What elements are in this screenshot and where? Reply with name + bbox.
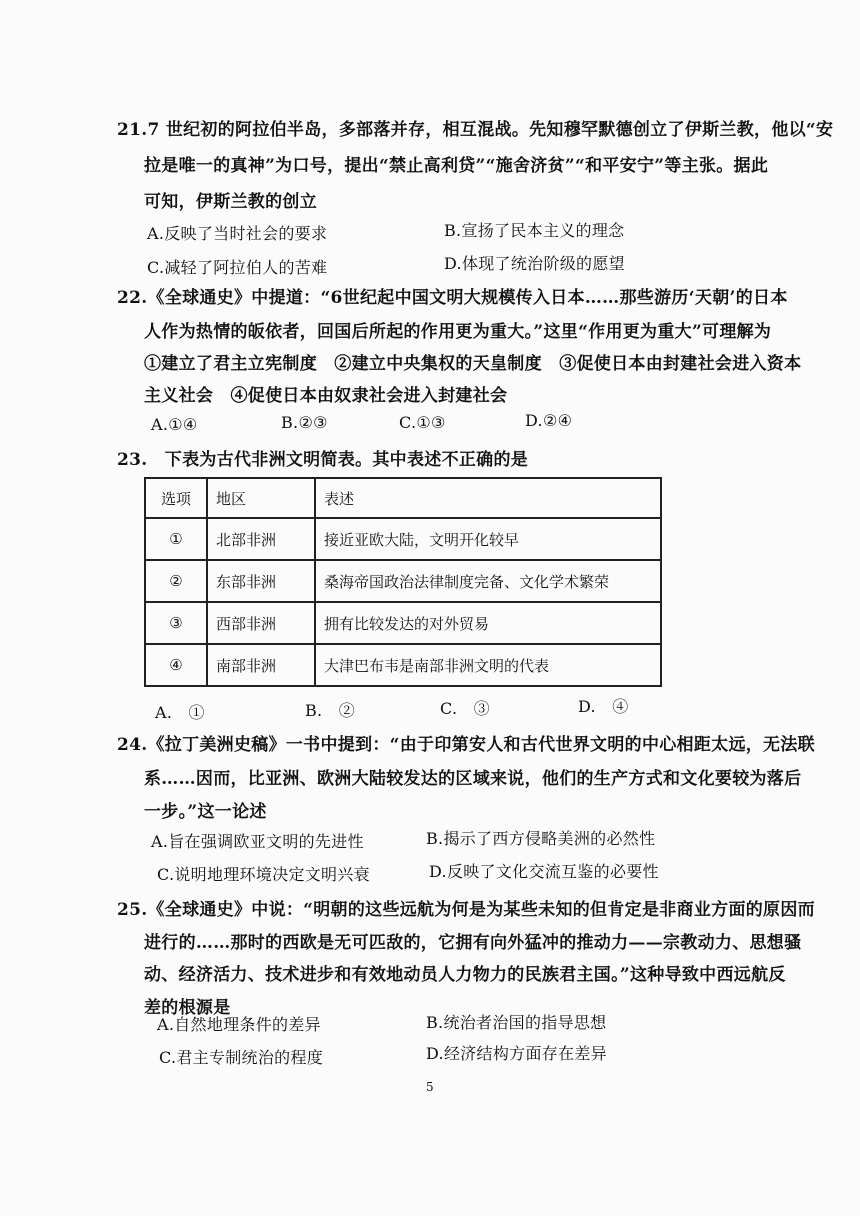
option-a: A. ① [155, 703, 205, 722]
option-a: A.反映了当时社会的要求 [147, 224, 328, 243]
option-a: A.自然地理条件的差异 [157, 1015, 321, 1034]
table-cell: 桑海帝国政治法律制度完备、文化学术繁荣 [315, 560, 661, 602]
table-header-cell: 地区 [207, 478, 315, 518]
question-text-line: 可知，伊斯兰教的创立 [144, 192, 317, 212]
table-header-cell: 选项 [145, 478, 207, 518]
question-text-line: 人作为热情的皈依者，回国后所起的作用更为重大。”这里“作用更为重大”可理解为 [144, 322, 772, 342]
page-number: 5 [426, 1080, 434, 1094]
option-a: A.①④ [151, 415, 198, 434]
question-text-line: 23. 下表为古代非洲文明简表。其中表述不正确的是 [117, 450, 529, 470]
question-text-line: 主义社会 ④促使日本由奴隶社会进入封建社会 [144, 386, 508, 406]
question-text-line: 一步。”这一论述 [144, 802, 267, 822]
table-header-cell: 表述 [315, 478, 661, 518]
table-row [145, 560, 661, 602]
table-cell: ① [145, 518, 207, 560]
question-text-line: 差的根源是 [144, 998, 231, 1018]
table-cell: ② [145, 560, 207, 602]
table-cell: 西部非洲 [207, 602, 315, 644]
question-text-line: 21.7 世纪初的阿拉伯半岛，多部落并存，相互混战。先知穆罕默德创立了伊斯兰教，他以“安 [117, 120, 834, 140]
question-text-line: 进行的……那时的西欧是无可匹敌的，它拥有向外猛冲的推动力——宗教动力、思想骚 [144, 933, 802, 953]
option-c: C.君主专制统治的程度 [159, 1048, 324, 1067]
option-c: C.减轻了阿拉伯人的苦难 [147, 258, 328, 277]
table-cell: ③ [145, 602, 207, 644]
option-b: B. ② [305, 701, 356, 720]
table-cell: ④ [145, 644, 207, 686]
table-cell: 拥有比较发达的对外贸易 [315, 602, 661, 644]
question-text-line: 动、经济活力、技术进步和有效地动员人力物力的民族君主国。”这种导致中西远航反 [144, 965, 786, 985]
table-cell: 北部非洲 [207, 518, 315, 560]
table-cell: 东部非洲 [207, 560, 315, 602]
option-b: B.②③ [281, 413, 328, 432]
option-c: C.①③ [399, 413, 446, 432]
option-b: B.宣扬了民本主义的理念 [444, 221, 625, 240]
option-c: C.说明地理环境决定文明兴衰 [157, 865, 370, 884]
table-header-row [145, 478, 661, 518]
option-d: D. ④ [578, 697, 629, 716]
option-d: D.反映了文化交流互鉴的必要性 [429, 862, 659, 881]
question-text-line: 25.《全球通史》中说：“明朝的这些远航为何是为某些未知的但肯定是非商业方面的原因而 [117, 900, 815, 920]
table-row [145, 644, 661, 686]
question-text-line: 24.《拉丁美洲史稿》一书中提到：“由于印第安人和古代世界文明的中心相距太远，无法联 [117, 735, 815, 755]
question-text-line: ①建立了君主立宪制度 ②建立中央集权的天皇制度 ③促使日本由封建社会进入资本 [144, 354, 802, 374]
option-c: C. ③ [440, 699, 490, 718]
question-text-line: 22.《全球通史》中提道：“6世纪起中国文明大规模传入日本……那些游历‘天朝’的日本 [117, 288, 788, 308]
question-text-line: 拉是唯一的真神”为口号，提出“禁止高利贷”“施舍济贫”“和平安宁”等主张。据此 [144, 156, 769, 176]
option-d: D.体现了统治阶级的愿望 [444, 254, 625, 273]
table-row [145, 518, 661, 560]
option-b: B.统治者治国的指导思想 [426, 1013, 607, 1032]
option-d: D.经济结构方面存在差异 [426, 1044, 607, 1063]
option-d: D.②④ [525, 411, 573, 430]
africa-civilization-table [144, 477, 662, 687]
question-text-line: 系……因而，比亚洲、欧洲大陆较发达的区域来说，他们的生产方式和文化要较为落后 [144, 769, 802, 789]
table-cell: 南部非洲 [207, 644, 315, 686]
table-row [145, 602, 661, 644]
option-a: A.旨在强调欧亚文明的先进性 [151, 832, 364, 851]
table-cell: 接近亚欧大陆，文明开化较早 [315, 518, 661, 560]
option-b: B.揭示了西方侵略美洲的必然性 [426, 829, 656, 848]
table-cell: 大津巴布韦是南部非洲文明的代表 [315, 644, 661, 686]
